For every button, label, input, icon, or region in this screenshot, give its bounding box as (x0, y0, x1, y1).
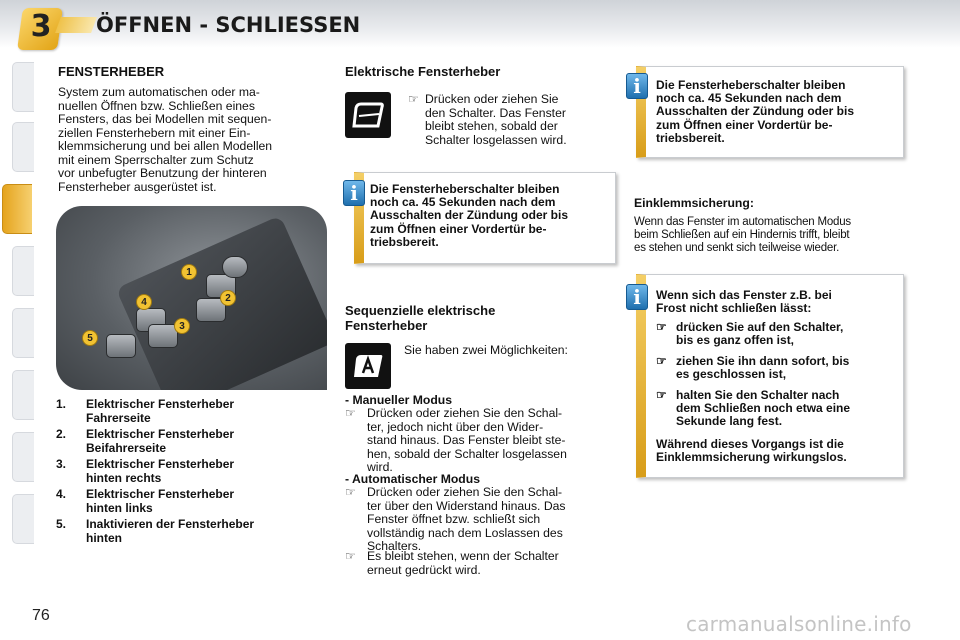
instruction-line: Drücken oder ziehen Sie (425, 92, 559, 106)
figure-label-4: 4 (136, 294, 152, 310)
legend-line: hinten (86, 530, 122, 545)
auto-line: Fenster öffnet bzw. schließt sich (367, 512, 541, 526)
stop-line: Es bleibt stehen, wenn der Schalter (367, 549, 559, 563)
legend-line: hinten rechts (86, 470, 162, 485)
intro-line: Fensters, das bei Modellen mit sequen- (58, 112, 272, 126)
pinch-line: es stehen und senkt sich teilweise wieder. (634, 242, 840, 254)
pinch-protection-title: Einklemmsicherung: (634, 196, 754, 210)
legend-number: 4. (56, 487, 67, 501)
chapter-tab-8[interactable] (12, 494, 34, 544)
header-ribbon (55, 17, 97, 33)
manual-line: Drücken oder ziehen Sie den Schal- (367, 406, 563, 420)
chapter-tab-2[interactable] (12, 122, 34, 172)
manual-line: stand hinaus. Das Fenster bleibt ste- (367, 433, 566, 447)
auto-window-icon (345, 343, 391, 389)
frost-intro-line: Frost nicht schließen lässt: (656, 301, 812, 316)
pinch-line: Wenn das Fenster im automatischen Modus (634, 216, 851, 228)
page-number: 76 (32, 607, 50, 624)
frost-step-line: drücken Sie auf den Schalter, (676, 320, 844, 334)
hand-pointer-icon: ☞ (345, 549, 356, 563)
info-line: zum Öffnen einer Vordertür be- (656, 117, 833, 132)
instruction-line: bleibt stehen, sobald der (425, 119, 558, 133)
window-icon-glyph (345, 92, 391, 138)
chapter-tab-1[interactable] (12, 62, 34, 112)
legend-line: Elektrischer Fensterheber (86, 457, 235, 471)
info-icon: i (626, 284, 648, 310)
info-line: triebsbereit. (370, 234, 439, 249)
legend-item (56, 488, 326, 515)
chapter-tabs (0, 62, 34, 572)
legend-line: hinten links (86, 500, 153, 515)
figure-label-3: 3 (174, 318, 190, 334)
stop-line: erneut gedrückt wird. (367, 562, 481, 577)
info-line: Ausschalten der Zündung oder bis (656, 104, 855, 119)
chapter-number: 3 (30, 9, 52, 44)
auto-line: ter über den Widerstand hinaus. Das (367, 498, 566, 513)
legend-line: Elektrischer Fensterheber (86, 487, 235, 501)
frost-step-3 (656, 389, 894, 429)
legend-number: 5. (56, 517, 67, 531)
info-icon: i (626, 73, 648, 99)
info-line: noch ca. 45 Sekunden nach dem (656, 91, 842, 106)
hand-pointer-icon: ☞ (656, 354, 667, 368)
hand-pointer-icon: ☞ (345, 485, 356, 499)
info-box-timeout-middle (354, 172, 616, 264)
legend-line: Fahrerseite (86, 410, 151, 425)
auto-icon-glyph (345, 343, 391, 389)
legend-item (56, 458, 326, 485)
info-box-timeout-right (636, 66, 904, 158)
frost-step-line: halten Sie den Schalter nach (676, 388, 840, 402)
figure-label-5: 5 (82, 330, 98, 346)
sequential-intro: Sie haben zwei Möglichkeiten: (404, 343, 568, 357)
info-line: Ausschalten der Zündung oder bis (370, 208, 569, 223)
intro-line: ziellen Fensterhebern mit einer Ein- (58, 125, 251, 140)
auto-line: Schalters. (367, 539, 422, 553)
frost-intro (656, 289, 894, 315)
window-switch-photo (56, 206, 327, 390)
legend-item (56, 518, 326, 545)
frost-step-line: Sekunde lang fest. (676, 414, 783, 429)
auto-line: vollständig nach dem Loslassen des (367, 525, 563, 540)
info-box-frost (636, 274, 904, 478)
chapter-tab-7[interactable] (12, 432, 34, 482)
intro-line: nuellen Öffnen bzw. Schließen eines (58, 98, 255, 113)
window-switch-icon (345, 92, 391, 138)
chapter-tab-3-active[interactable] (2, 184, 32, 234)
legend-line: Beifahrerseite (86, 440, 167, 455)
legend-number: 2. (56, 427, 67, 441)
instruction-line: Schalter losgelassen wird. (425, 132, 567, 147)
stop-instruction (345, 550, 616, 577)
hand-pointer-icon: ☞ (408, 92, 419, 106)
info-line: Die Fensterheberschalter bleiben (656, 78, 846, 92)
frost-intro-line: Wenn sich das Fenster z.B. bei (656, 288, 832, 302)
info-line: Die Fensterheberschalter bleiben (370, 182, 560, 196)
auto-mode-instruction (345, 486, 616, 554)
chapter-tab-5[interactable] (12, 308, 34, 358)
legend-line: Elektrischer Fensterheber (86, 427, 235, 441)
info-line: noch ca. 45 Sekunden nach dem (370, 195, 556, 210)
legend-line: Elektrischer Fensterheber (86, 397, 235, 411)
chapter-tab-6[interactable] (12, 370, 34, 420)
info-line: triebsbereit. (656, 130, 725, 145)
electric-instruction (408, 93, 616, 147)
mirror-control (222, 256, 248, 278)
figure-label-2: 2 (220, 290, 236, 306)
section-title-electric: Elektrische Fensterheber (345, 64, 501, 79)
frost-outro-line: Während dieses Vorgangs ist die (656, 437, 844, 451)
watermark: carmanualsonline.info (686, 612, 912, 636)
figure-label-1: 1 (181, 264, 197, 280)
manual-line: wird. (367, 460, 393, 474)
section-title-sequential (345, 303, 495, 333)
frost-step-line: es geschlossen ist, (676, 367, 787, 382)
intro-line: klemmsicherung und bei allen Modellen (58, 139, 273, 153)
hand-pointer-icon: ☞ (345, 406, 356, 420)
info-box-text (370, 183, 608, 249)
manual-line: hen, sobald der Schalter losgelassen (367, 446, 567, 461)
frost-outro-line: Einklemmsicherung wirkungslos. (656, 450, 847, 465)
frost-step-2 (656, 355, 894, 381)
manual-mode-instruction (345, 407, 616, 475)
info-box-text (656, 79, 894, 145)
hand-pointer-icon: ☞ (656, 388, 667, 402)
legend-item (56, 428, 326, 455)
intro-line: mit einem Sperrschalter zum Schutz (58, 152, 254, 167)
intro-line: vor unbefugter Benutzung der hinteren (58, 166, 267, 180)
pinch-protection-text (634, 216, 906, 255)
legend-number: 1. (56, 397, 67, 411)
sequential-title-line: Sequenzielle elektrische (345, 303, 496, 318)
instruction-line: den Schalter. Das Fenster (425, 105, 566, 120)
switch-5 (106, 334, 136, 358)
manual-mode-title: - Manueller Modus (345, 393, 452, 407)
frost-step-line: ziehen Sie ihn dann sofort, bis (676, 354, 850, 368)
intro-line: Fensterheber ausgerüstet ist. (58, 179, 217, 194)
intro-paragraph (58, 86, 326, 194)
page-title: ÖFFNEN - SCHLIESSEN (96, 13, 361, 37)
legend-number: 3. (56, 457, 67, 471)
figure-legend (56, 398, 326, 548)
legend-item (56, 398, 326, 425)
chapter-tab-4[interactable] (12, 246, 34, 296)
pinch-line: beim Schließen auf ein Hindernis trifft, bleibt (634, 229, 850, 241)
auto-mode-title: - Automatischer Modus (345, 472, 480, 486)
info-line: zum Öffnen einer Vordertür be- (370, 221, 547, 236)
legend-line: Inaktivieren der Fensterheber (86, 517, 255, 531)
hand-pointer-icon: ☞ (656, 320, 667, 334)
manual-line: ter, jedoch nicht über den Wider- (367, 419, 544, 434)
frost-outro (656, 438, 894, 464)
frost-step-line: dem Schließen noch etwa eine (676, 401, 851, 416)
auto-line: Drücken oder ziehen Sie den Schal- (367, 485, 563, 499)
frost-step-1 (656, 321, 894, 347)
frost-step-line: bis es ganz offen ist, (676, 333, 795, 348)
sequential-title-line: Fensterheber (345, 318, 428, 333)
intro-line: System zum automatischen oder ma- (58, 85, 260, 99)
section-title-fensterheber: FENSTERHEBER (58, 64, 165, 79)
info-icon: i (343, 180, 365, 206)
